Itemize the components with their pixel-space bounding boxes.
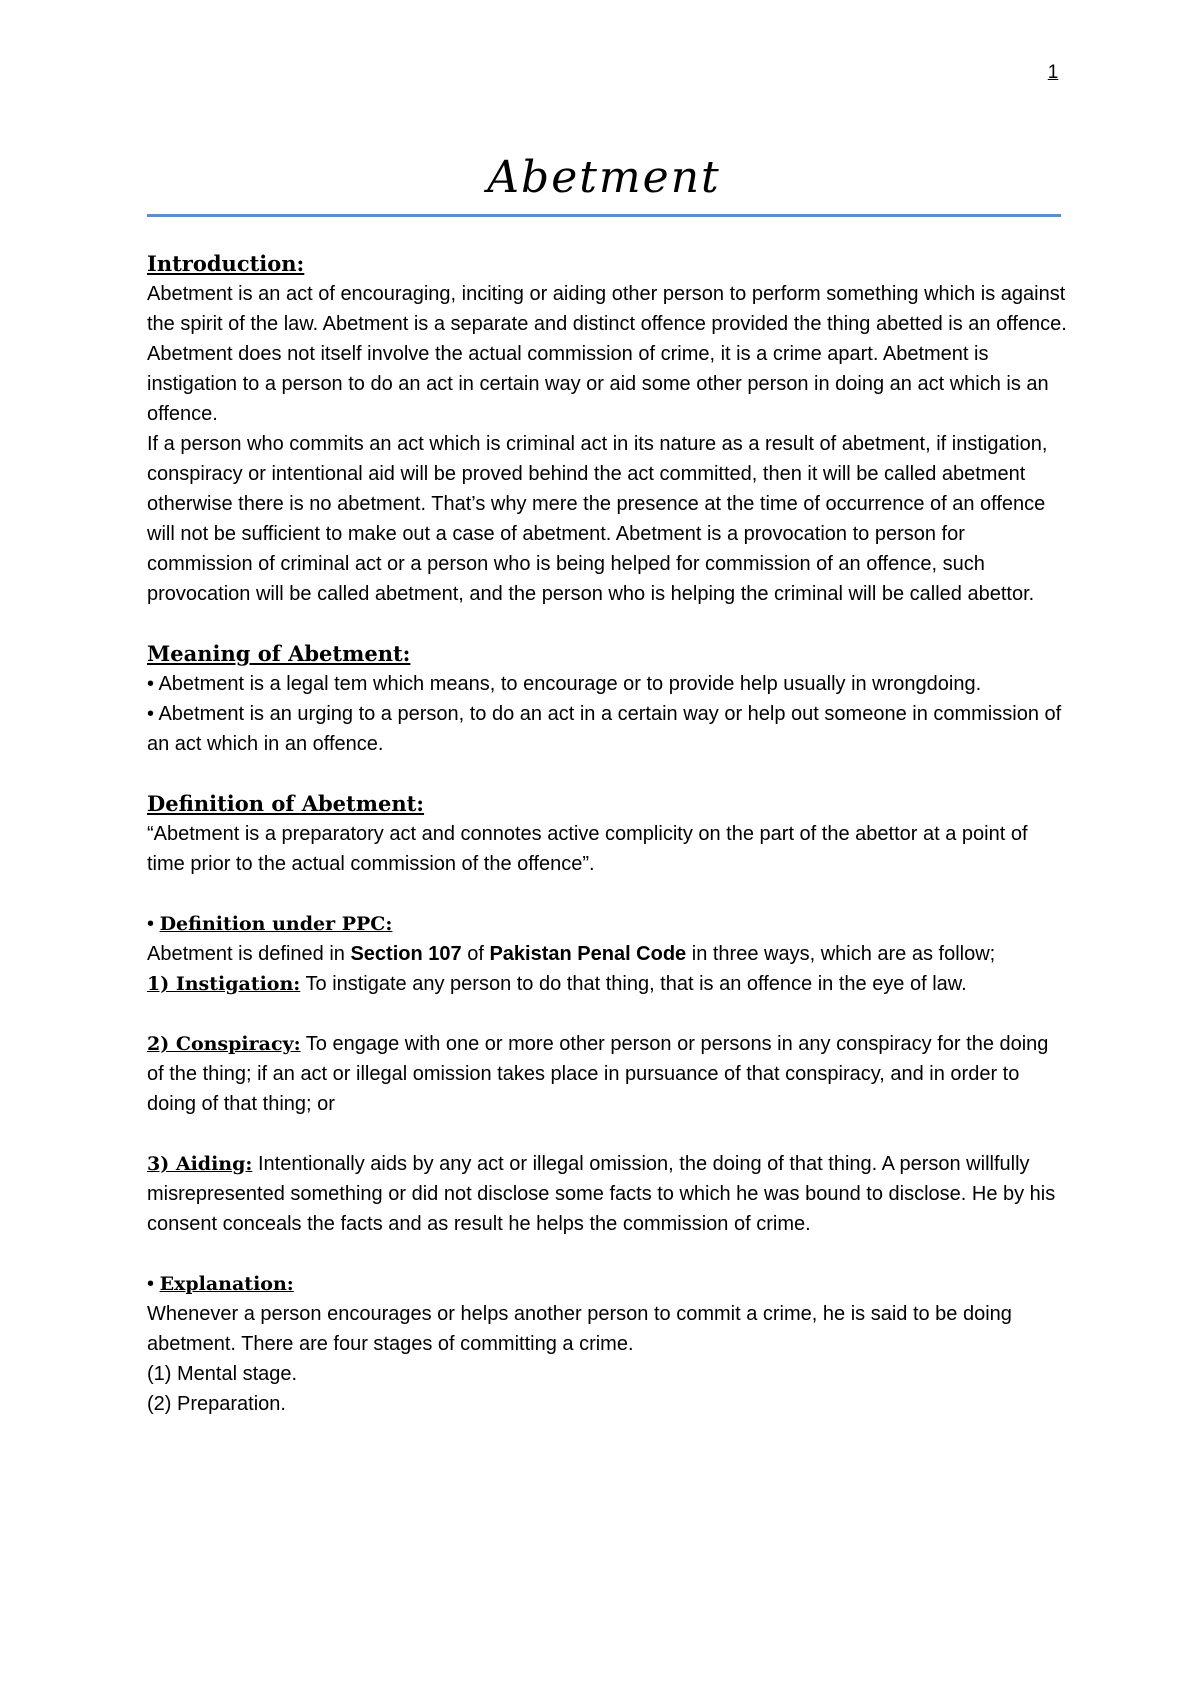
ppc-paragraph xyxy=(147,939,1067,969)
explanation-subheading xyxy=(147,1269,1067,1299)
page-number: 1 xyxy=(1047,62,1059,83)
document-title: Abetment xyxy=(487,152,721,203)
meaning-bullet: • Abetment is a legal tem which means, to encourage or to provide help usually in wrongdoing. xyxy=(147,673,982,695)
introduction-paragraph: If a person who commits an act which is criminal act in its nature as a result of abetment, if instigation, conspiracy or intentional aid will be proved behind the act committed, then it will be called abetment otherwise there is no abetment. That’s why mere the presence at the time of occurrence of an offence will not be sufficient to make out a case of abetment. Abetment is a provocation to person for commission of criminal act or a person who is being helped for commission of an offence, such provocation will be called abetment, and the person who is helping the criminal will be called abettor. xyxy=(147,433,1048,605)
way-item xyxy=(147,969,1067,999)
ppc-heading: Definition under PPC: xyxy=(159,913,393,935)
meaning-bullet: • Abetment is an urging to a person, to do an act in a certain way or help out someone in commission of an act which in an offence. xyxy=(147,703,1062,755)
code-reference: Pakistan Penal Code xyxy=(489,943,687,965)
way-text: Intentionally aids by any act or illegal omission, the doing of that thing. A person willfully misrepresented something or did not disclose some facts to which he was bound to disclose. He by his consent conceals the facts and as result he helps the commission of crime. xyxy=(147,1153,1056,1235)
bullet: • xyxy=(147,913,160,935)
introduction-heading: Introduction: xyxy=(147,251,305,276)
document-body xyxy=(147,249,1067,1419)
way-label: 2) Conspiracy: xyxy=(147,1033,301,1055)
bullet: • xyxy=(147,1273,160,1295)
title-underline-rule xyxy=(147,214,1061,217)
definition-heading: Definition of Abetment: xyxy=(147,791,425,816)
meaning-heading: Meaning of Abetment: xyxy=(147,641,411,666)
way-item xyxy=(147,1149,1067,1239)
way-label: 3) Aiding: xyxy=(147,1153,253,1175)
ppc-text: in three ways, which are as follow; xyxy=(686,943,996,965)
ppc-subheading xyxy=(147,909,1067,939)
way-label: 1) Instigation: xyxy=(147,973,301,995)
ppc-text: Abetment is defined in xyxy=(147,943,351,965)
way-text: To engage with one or more other person or persons in any conspiracy for the doing of the thing; if an act or illegal omission takes place in pursuance of that conspiracy, and in order to doing of that thing; or xyxy=(147,1033,1049,1115)
section-reference: Section 107 xyxy=(350,943,462,965)
way-text: To instigate any person to do that thing, that is an offence in the eye of law. xyxy=(300,973,967,995)
ppc-text: of xyxy=(461,943,490,965)
explanation-paragraph: Whenever a person encourages or helps another person to commit a crime, he is said to be doing abetment. There are four stages of committing a crime. xyxy=(147,1303,1012,1355)
explanation-heading: Explanation: xyxy=(159,1273,294,1295)
way-item xyxy=(147,1029,1067,1119)
definition-quote: “Abetment is a preparatory act and connotes active complicity on the part of the abettor at a point of time prior to the actual commission of the offence”. xyxy=(147,823,1028,875)
introduction-paragraph: Abetment is an act of encouraging, inciting or aiding other person to perform something which is against the spirit of the law. Abetment is a separate and distinct offence provided the thing abetted is an offence. Abetment does not itself involve the actual commission of crime, it is a crime apart. Abetment is instigation to a person to do an act in certain way or aid some other person in doing an act which is an offence. xyxy=(147,283,1067,425)
stage-item: (2) Preparation. xyxy=(147,1393,286,1415)
stage-item: (1) Mental stage. xyxy=(147,1363,298,1385)
